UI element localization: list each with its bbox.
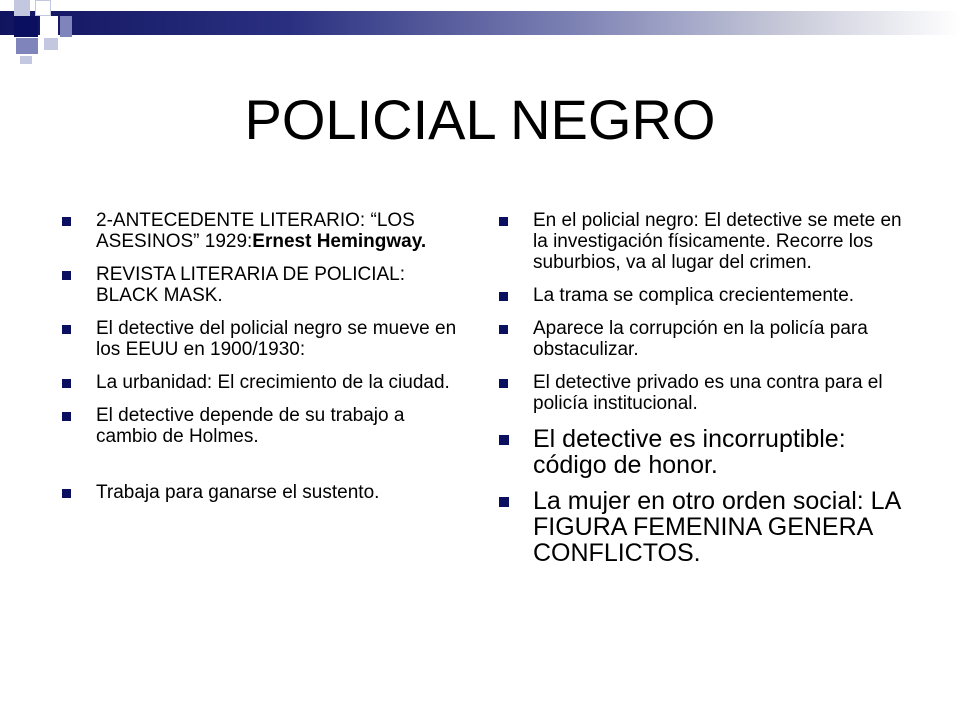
decorative-square [20, 56, 32, 64]
list-item [497, 318, 902, 360]
list-item [497, 372, 902, 414]
decorative-square [14, 16, 38, 37]
list-item [497, 426, 902, 478]
item-text: El detective es incorruptible: código de honor. [533, 425, 846, 479]
decorative-square [16, 38, 38, 54]
item-text: La mujer en otro orden social: LA FIGURA FEMENINA GENERA CONFLICTOS. [533, 487, 900, 567]
decorative-square [60, 16, 72, 37]
right-bullet-list [497, 210, 902, 566]
item-text: La urbanidad: El crecimiento de la ciudad. [96, 372, 450, 393]
bullet-square-icon [62, 271, 71, 280]
item-text: En el policial negro: El detective se mete en la investigación físicamente. Recorre los suburbios, va al lugar del crimen. [533, 210, 902, 273]
item-text: El detective del policial negro se mueve en los EEUU en 1900/1930: [96, 318, 457, 360]
bullet-square-icon [62, 325, 71, 334]
bullet-square-icon [499, 292, 508, 301]
bullet-square-icon [499, 435, 509, 445]
slide-title: POLICIAL NEGRO [244, 88, 716, 151]
list-item [60, 482, 470, 503]
list-item [60, 210, 470, 252]
bullet-square-icon [62, 412, 71, 421]
list-item [60, 405, 470, 447]
left-bullet-list [60, 210, 470, 503]
item-bold-text: Ernest Hemingway. [252, 231, 427, 252]
list-item [60, 264, 470, 306]
item-text: 2-ANTECEDENTE LITERARIO: “LOS ASESINOS” 1929: [96, 210, 415, 252]
decorative-square [35, 0, 51, 16]
decorative-square [44, 38, 58, 50]
list-item [497, 285, 902, 306]
list-item [497, 488, 902, 566]
item-text: La trama se complica crecientemente. [533, 285, 855, 306]
bullet-square-icon [499, 217, 508, 226]
item-text: Aparece la corrupción en la policía para obstaculizar. [533, 318, 868, 360]
item-text: REVISTA LITERARIA DE POLICIAL: BLACK MASK. [96, 264, 406, 306]
list-item [497, 210, 902, 273]
bullet-square-icon [62, 379, 71, 388]
item-text: El detective privado es una contra para el policía institucional. [533, 372, 883, 414]
bullet-square-icon [499, 325, 508, 334]
decorative-square [40, 16, 58, 37]
item-text: El detective depende de su trabajo a cambio de Holmes. [96, 405, 405, 447]
bullet-square-icon [499, 497, 509, 507]
header-band [0, 11, 960, 35]
bullet-square-icon [62, 217, 71, 226]
bullet-square-icon [499, 379, 508, 388]
list-item [60, 372, 470, 393]
list-item [60, 318, 470, 360]
decorative-square [14, 0, 30, 16]
bullet-square-icon [62, 489, 71, 498]
item-text: Trabaja para ganarse el sustento. [96, 482, 380, 503]
